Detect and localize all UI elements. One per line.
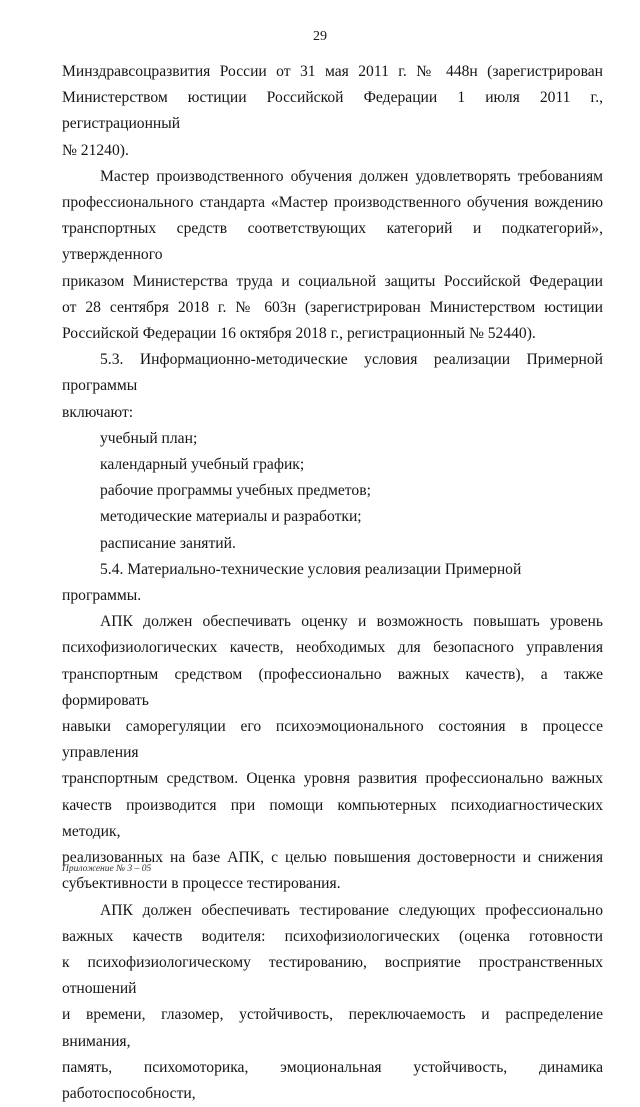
text-line: 5.3. Информационно-методические условия реализации Примерной программы — [62, 351, 603, 395]
text-line: АПК должен обеспечивать тестирование следующих профессионально — [100, 901, 603, 919]
text-line: качеств производится при помощи компьютерных психодиагностических методик, — [62, 796, 603, 840]
text-line: № 21240). — [62, 141, 129, 159]
text-line: субъективности в процессе тестирования. — [62, 875, 341, 893]
text-line: реализованных на базе АПК, с целью повышения достоверности и снижения — [62, 849, 603, 867]
text-line: расписание занятий. — [100, 534, 236, 552]
text-line: к психофизиологическому тестированию, восприятие пространственных отношений — [62, 953, 603, 998]
text-line: и времени, глазомер, устойчивость, переключаемость и распределение внимания, — [62, 1006, 603, 1050]
text-line: включают: — [62, 403, 134, 421]
page-footer: Приложение № 3 – 05 — [62, 864, 152, 874]
text-line: Министерством юстиции Российской Федерации 1 июля 2011 г., регистрационный — [62, 89, 603, 133]
text-line: рабочие программы учебных предметов; — [100, 482, 371, 500]
text-line: транспортных средств соответствующих категорий и подкатегорий», утвержденного — [62, 220, 603, 264]
text-line: АПК должен обеспечивать оценку и возможность повышать уровень — [100, 613, 603, 631]
text-line: транспортным средством. Оценка уровня развития профессионально важных — [62, 770, 603, 788]
text-line: навыки саморегуляции его психоэмоционального состояния в процессе управления — [62, 718, 603, 762]
text-line: Мастер производственного обучения должен удовлетворять требованиям — [100, 167, 603, 185]
text-line: учебный план; — [100, 429, 198, 447]
body-text — [62, 59, 603, 1107]
text-line: приказом Министерства труда и социальной защиты Российской Федерации — [62, 272, 603, 290]
text-line: профессионального стандарта «Мастер производственного обучения вождению — [62, 194, 603, 212]
text-line: 5.4. Материально-технические условия реализации Примерной программы. — [62, 560, 522, 605]
text-line: Минздравсоцразвития России от 31 мая 2011 г. № 448н (зарегистрирован — [62, 63, 603, 80]
text-line: психофизиологических качеств, необходимых для безопасного управления — [62, 639, 603, 657]
text-line: методические материалы и разработки; — [100, 508, 362, 526]
text-line: от 28 сентября 2018 г. № 603н (зарегистрирован Министерством юстиции — [62, 298, 603, 316]
text-line: транспортным средством (профессионально важных качеств), а также формировать — [62, 665, 603, 709]
text-line: календарный учебный график; — [100, 456, 305, 474]
text-line: Российской Федерации 16 октября 2018 г., регистрационный № 52440). — [62, 325, 536, 343]
text-line: важных качеств водителя: психофизиологических (оценка готовности — [62, 927, 603, 945]
page-number: 29 — [313, 29, 327, 44]
text-line: память, психомоторика, эмоциональная устойчивость, динамика работоспособности, — [62, 1058, 603, 1102]
